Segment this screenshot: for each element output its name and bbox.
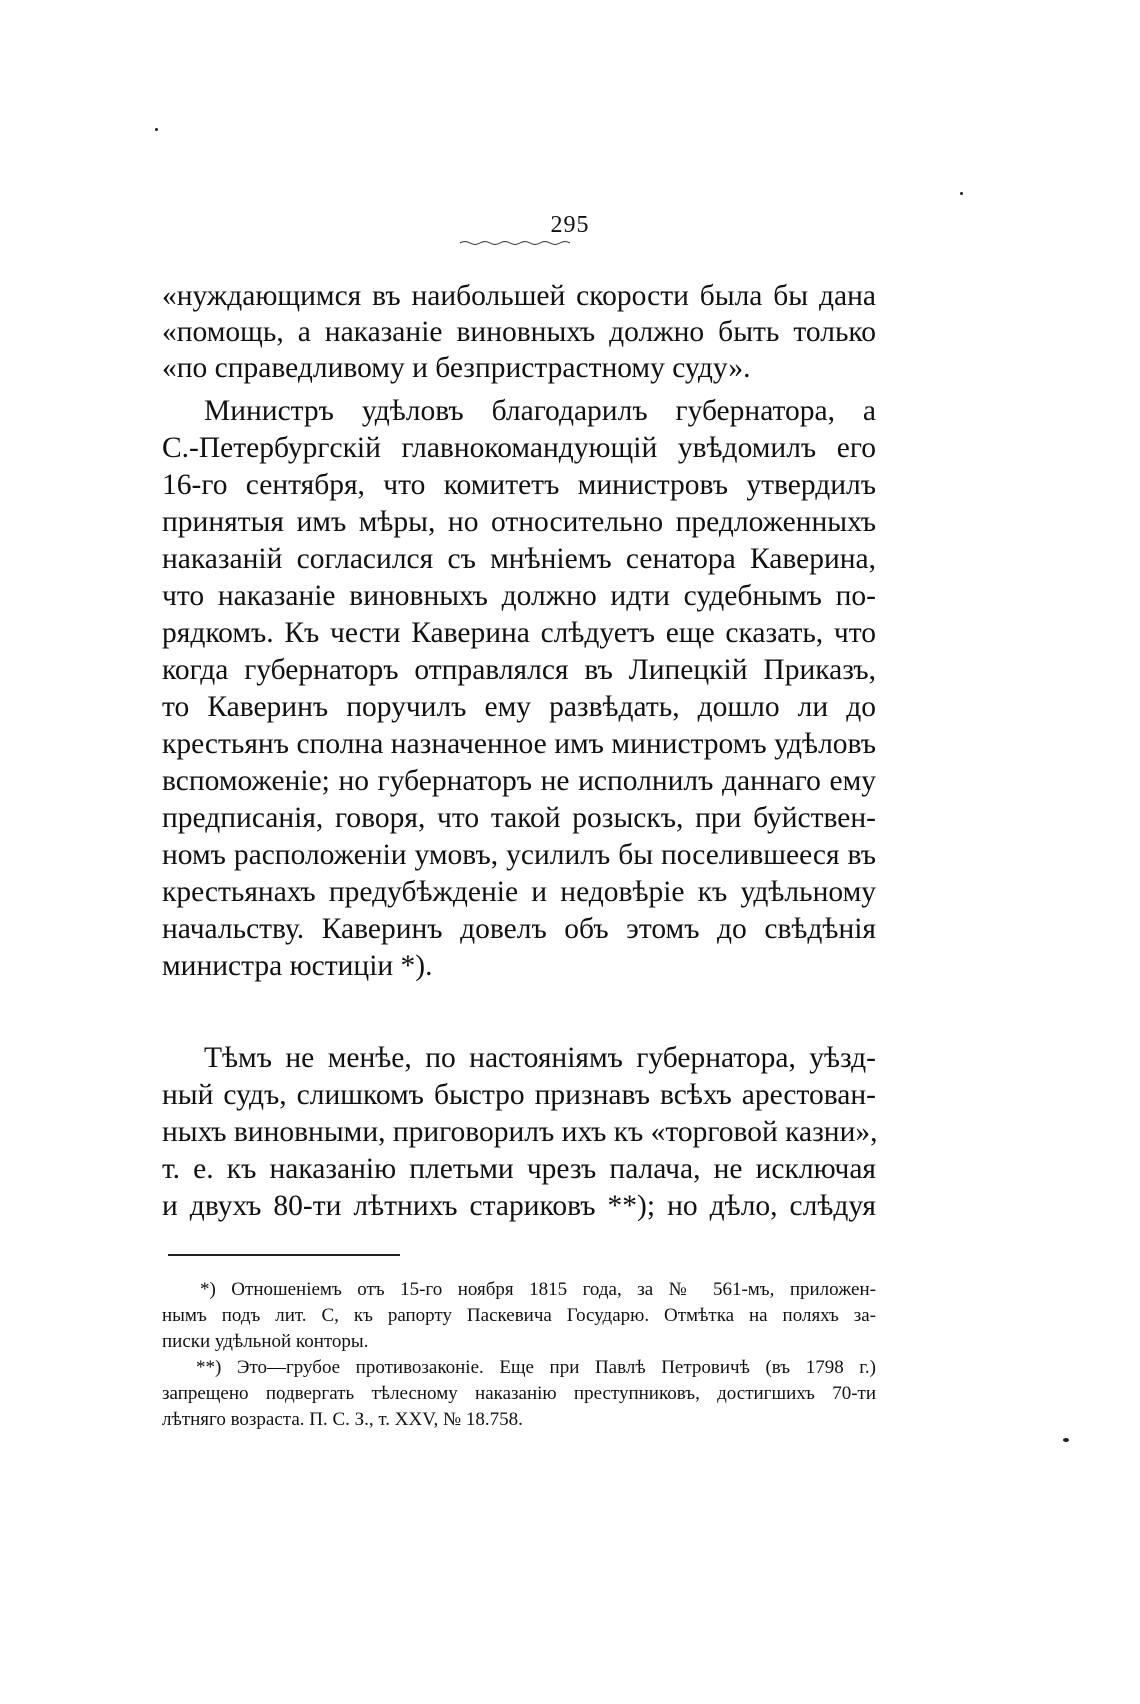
body-line: ный судъ, слишкомъ быстро признавъ всѣхъ арестован- [162,1079,876,1111]
body-line: ныхъ виновными, приговорилъ ихъ къ «торговой казни», [162,1116,878,1148]
body-line: Министръ удѣловъ благодарилъ губернатора, а [204,395,876,427]
body-line: когда губернаторъ отправлялся въ Липецкій Приказъ, [162,654,876,686]
body-line: что наказаніе виновныхъ должно идти судебнымъ по- [162,580,876,612]
body-line: и двухъ 80-ти лѣтнихъ стариковъ **); но дѣло, слѣдуя [162,1190,876,1222]
body-line: т. е. къ наказанію плетьми чрезъ палача, не исключая [162,1153,876,1185]
footnote-line: лѣтняго возраста. П. С. З., т. XXV, № 18.758. [162,1409,523,1430]
body-line: «помощь, а наказаніе виновныхъ должно быть только [162,316,876,348]
footnote-line: *) Отношеніемъ отъ 15-го ноября 1815 года, за № 561-мъ, приложен- [200,1279,876,1300]
print-speck [960,192,963,195]
print-speck [155,128,158,131]
footnote-divider [168,1254,400,1256]
page-number: 295 [550,212,590,238]
body-line: принятыя имъ мѣры, но относительно предложенныхъ [162,506,876,538]
body-line: вспоможеніе; но губернаторъ не исполнилъ даннаго ему [162,765,876,797]
body-line: 16-го сентября, что комитетъ министровъ утвердилъ [162,469,876,501]
body-line: номъ расположеніи умовъ, усилилъ бы поселившееся въ [162,839,876,871]
footnote-line: **) Это—грубое противозаконіе. Еще при Павлѣ Петровичѣ (въ 1798 г.) [196,1357,876,1378]
body-line: предписанія, говоря, что такой розыскъ, при буйствен- [162,802,876,834]
footnote-line: писки удѣльной конторы. [162,1331,369,1352]
body-line: «по справедливому и безпристрастному суду». [162,352,751,384]
body-line: крестьянъ сполна назначенное имъ министромъ удѣловъ [162,728,876,760]
body-line: министра юстиціи *). [162,950,433,982]
body-line: «нуждающимся въ наибольшей скорости была бы дана [162,280,876,312]
body-line: рядкомъ. Къ чести Каверина слѣдуетъ еще сказать, что [162,617,876,649]
footnote-line: запрещено подвергать тѣлесному наказанію преступниковъ, достигшихъ 70-ти [162,1383,876,1404]
body-line: то Каверинъ поручилъ ему развѣдать, дошло ли до [162,691,876,723]
print-speck [1063,1438,1069,1442]
body-line: начальству. Каверинъ довелъ объ этомъ до свѣдѣнія [162,913,876,945]
page-number-ornament [460,240,570,246]
body-line: С.-Петербургскій главнокомандующій увѣдомилъ его [162,432,876,464]
body-line: наказаній согласился съ мнѣніемъ сенатора Каверина, [162,543,876,575]
footnote-line: нымъ подъ лит. С, къ рапорту Паскевича Государю. Отмѣтка на поляхъ за- [162,1305,876,1326]
body-line: Тѣмъ не менѣе, по настояніямъ губернатора, уѣзд- [204,1042,876,1074]
body-line: крестьянахъ предубѣжденіе и недовѣріе къ удѣльному [162,876,876,908]
